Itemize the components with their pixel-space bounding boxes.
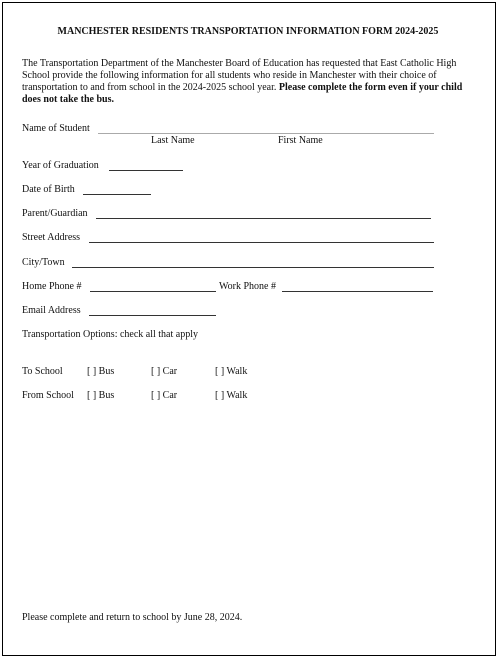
from-school-bus-checkbox[interactable]: [ ] Bus — [87, 390, 115, 401]
to-school-bus-checkbox[interactable]: [ ] Bus — [87, 366, 115, 377]
date-of-birth-field[interactable] — [83, 194, 151, 195]
from-school-car-checkbox[interactable]: [ ] Car — [151, 390, 178, 401]
footer-note: Please complete and return to school by June 28, 2024. — [22, 612, 243, 623]
date-of-birth-label: Date of Birth — [22, 184, 75, 195]
intro-text: The Transportation Department of the Manchester Board of Education has requested that East Catholic High School provide the following information for all students who reside in Manchester with their choice of transportation to and from school in the 2024-2025 school year. — [22, 58, 457, 93]
home-phone-label: Home Phone # — [22, 281, 82, 292]
to-school-walk-checkbox[interactable]: [ ] Walk — [215, 366, 248, 377]
home-phone-field[interactable] — [90, 291, 216, 292]
email-address-field[interactable] — [89, 315, 216, 316]
email-address-label: Email Address — [22, 305, 81, 316]
street-address-field[interactable] — [89, 242, 434, 243]
transportation-heading: Transportation Options: check all that apply — [22, 329, 198, 340]
last-name-label: Last Name — [151, 135, 195, 146]
street-address-label: Street Address — [22, 232, 81, 243]
year-of-graduation-field[interactable] — [109, 170, 183, 171]
first-name-label: First Name — [278, 135, 323, 146]
to-school-car-checkbox[interactable]: [ ] Car — [151, 366, 178, 377]
parent-guardian-label: Parent/Guardian — [22, 208, 88, 219]
intro-bold-text: Please complete the form even if your child does not take the bus. — [22, 82, 463, 105]
from-school-walk-checkbox[interactable]: [ ] Walk — [215, 390, 248, 401]
to-school-label: To School — [22, 366, 63, 377]
parent-guardian-field[interactable] — [96, 218, 431, 219]
form-title: MANCHESTER RESIDENTS TRANSPORTATION INFORMATION FORM 2024-2025 — [57, 26, 439, 37]
work-phone-label: Work Phone # — [219, 281, 276, 292]
intro-paragraph — [22, 58, 472, 106]
city-town-label: City/Town — [22, 257, 65, 268]
city-town-field[interactable] — [72, 267, 434, 268]
name-of-student-field[interactable] — [98, 133, 434, 134]
from-school-label: From School — [22, 390, 74, 401]
year-of-graduation-label: Year of Graduation — [22, 160, 99, 171]
work-phone-field[interactable] — [282, 291, 433, 292]
name-of-student-label: Name of Student — [22, 123, 90, 134]
